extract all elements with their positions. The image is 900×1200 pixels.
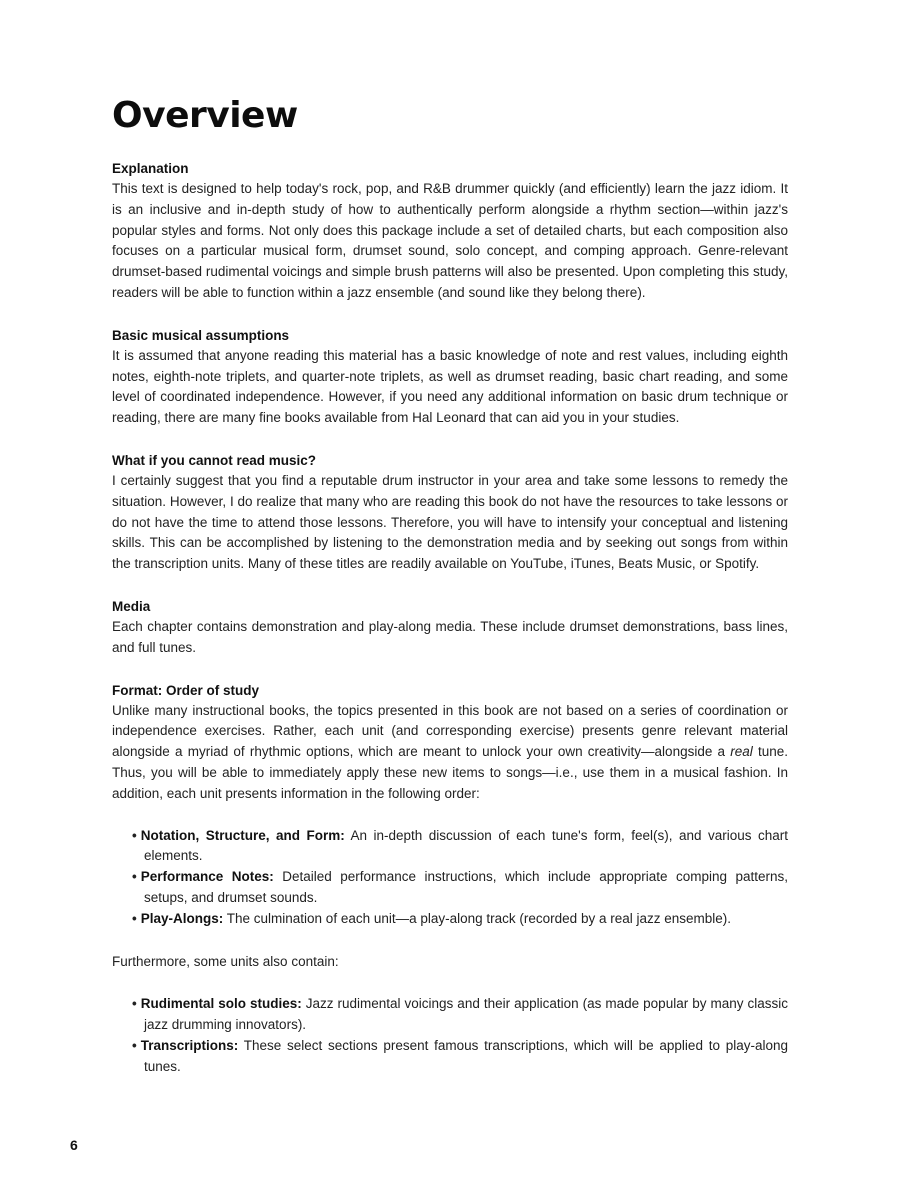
section-heading: Explanation bbox=[112, 161, 189, 176]
bullet-text: An in-depth discussion of each tune's form, feel(s), and various chart elements. bbox=[144, 827, 789, 864]
section-explanation bbox=[112, 158, 788, 304]
bullet-term: Rudimental solo studies: bbox=[140, 996, 302, 1012]
bullet-icon: • bbox=[132, 910, 137, 926]
bullet-text: Detailed performance instructions, which include appropriate comping patterns, setups, and drumset sounds. bbox=[144, 869, 788, 905]
section-cannot-read-music bbox=[112, 450, 788, 575]
body-text: tune. Thus, you will be able to immediately apply these new items to songs—i.e., use them in a musical fashion. In addition, each unit presents information in the following order: bbox=[112, 744, 789, 801]
bullet-text: These select sections present famous transcriptions, which will be applied to play-along tunes. bbox=[144, 1037, 788, 1074]
bullet-term: Notation, Structure, and Form: bbox=[140, 827, 345, 843]
body-text: Unlike many instructional books, the topics presented in this book are not based on a series of coordination or independence exercises. Rather, each unit (and corresponding exercise) presents genre relevant material alongside a myriad of rhythmic options, which are meant to unlock your own creativity—alongside a bbox=[112, 702, 788, 760]
section-body: It is assumed that anyone reading this material has a basic knowledge of note and rest values, including eighth notes, eighth-note triplets, and quarter-note triplets, as well as drumset reading, basic chart reading, and some level of coordinated independence. However, if you need any additional information on basic drum technique or reading, there are many fine books available from Hal Leonard that can aid you in your studies. bbox=[112, 347, 788, 426]
section-heading: Media bbox=[112, 598, 151, 614]
page-number: 6 bbox=[70, 1137, 78, 1153]
bullet-icon: • bbox=[132, 1037, 137, 1053]
furthermore-intro: Furthermore, some units also contain: bbox=[112, 953, 339, 969]
bullet-term: Transcriptions: bbox=[140, 1037, 239, 1053]
section-body: Each chapter contains demonstration and play-along media. These include drumset demonstrations, bass lines, and full tunes. bbox=[112, 618, 788, 655]
furthermore-bullet-list bbox=[112, 994, 788, 1077]
bullet-text: The culmination of each unit—a play-along track (recorded by a real jazz ensemble). bbox=[223, 910, 732, 926]
list-item bbox=[128, 826, 788, 868]
bullet-text: Jazz rudimental voicings and their application (as made popular by many classic jazz drumming innovators). bbox=[144, 996, 788, 1033]
section-body: I certainly suggest that you find a reputable drum instructor in your area and take some lessons to remedy the situation. However, I do realize that many who are reading this book do not have the resources to take lessons or do not have the time to attend those lessons. Therefore, you will have to intensify your conceptual and listening skills. This can be accomplished by listening to the demonstration media and by seeking out songs from within the transcription units. Many of these titles are readily available on YouTube, iTunes, Beats Music, or Spotify. bbox=[112, 472, 788, 572]
page-title: Overview bbox=[112, 95, 298, 136]
section-body: This text is designed to help today's rock, pop, and R&B drummer quickly (and efficiently) learn the jazz idiom. It is an inclusive and in-depth study of how to authentically perform alongside a rhythm section—within jazz's popular styles and forms. Not only does this package include a set of detailed charts, but each composition also focuses on a particular musical form, drumset sound, solo concept, and comping approach. Genre-relevant drumset-based rudimental voicings and simple brush patterns will also be presented. Upon completing this study, readers will be able to function within a jazz ensemble (and sound like they belong there). bbox=[112, 181, 788, 300]
section-format bbox=[112, 680, 788, 805]
list-item bbox=[128, 1036, 788, 1078]
bullet-term: Play-Alongs: bbox=[140, 910, 224, 926]
emphasis-text: real bbox=[730, 744, 753, 760]
section-heading: What if you cannot read music? bbox=[112, 452, 317, 468]
section-media bbox=[112, 596, 788, 659]
section-heading: Format: Order of study bbox=[112, 682, 260, 698]
section-heading: Basic musical assumptions bbox=[112, 327, 290, 343]
section-body bbox=[112, 701, 788, 805]
list-item bbox=[128, 909, 788, 930]
list-item bbox=[128, 994, 788, 1036]
bullet-icon: • bbox=[132, 869, 137, 885]
bullet-term: Performance Notes: bbox=[140, 869, 274, 885]
bullet-icon: • bbox=[132, 996, 137, 1012]
list-item bbox=[128, 867, 788, 909]
section-basic-assumptions bbox=[112, 325, 788, 429]
format-bullet-list bbox=[112, 826, 788, 930]
bullet-icon: • bbox=[132, 827, 137, 843]
page-content bbox=[112, 96, 788, 1100]
